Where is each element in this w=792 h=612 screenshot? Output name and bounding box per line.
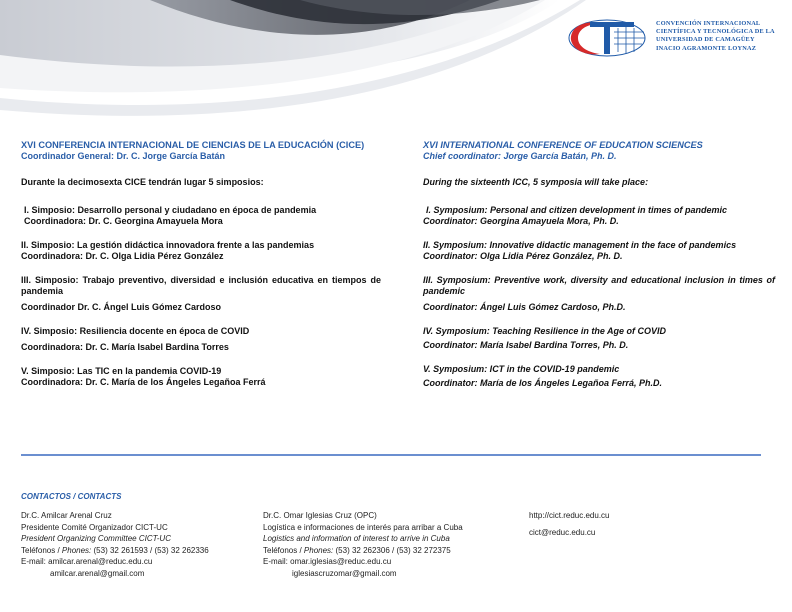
phones-label-en: Phones:	[61, 545, 92, 555]
symposium-name: V. Simposio: Las TIC en la pandemia COVID-19	[21, 366, 222, 376]
contact-email-row	[263, 556, 463, 568]
symposium-en-3	[423, 275, 775, 313]
email-link[interactable]: omar.iglesias@reduc.edu.cu	[290, 557, 392, 566]
symposium-name: IV. Symposium: Teaching Resilience in the Age of COVID	[423, 326, 667, 336]
phones-label-en: Phones:	[303, 545, 334, 555]
intro-es: Durante la decimosexta CICE tendrán lugar 5 simposios:	[21, 177, 264, 187]
intro-en: During the sixteenth ICC, 5 symposia will take place:	[423, 177, 649, 187]
divider	[21, 454, 761, 456]
symposium-es-2	[21, 240, 381, 262]
symposium-name: IV. Simposio: Resiliencia docente en época de COVID	[21, 326, 250, 336]
symposium-name: V. Symposium: ICT in the COVID-19 pandemic	[423, 364, 620, 374]
contact-name: Dr.C. Omar Iglesias Cruz (OPC)	[263, 511, 377, 520]
contact-phones	[263, 545, 463, 557]
contact-role-es: Logística e informaciones de interés para arribar a Cuba	[263, 522, 463, 532]
contact-card-president	[21, 510, 209, 579]
symposium-coordinator: Coordinator: Olga Lidia Pérez González, Ph. D.	[423, 251, 623, 261]
symposium-name: II. Symposium: Innovative didactic management in the face of pandemics	[423, 240, 737, 250]
symposium-es-5	[21, 366, 381, 388]
symposium-coordinator: Coordinadora: Dr. C. María de los Ángeles Legañoa Ferrá	[21, 377, 266, 387]
general-coordinator-en: Chief coordinator: Jorge García Batán, Ph. D.	[423, 151, 617, 161]
english-column	[423, 140, 775, 389]
symposium-coordinator: Coordinadora: Dr. C. Georgina Amayuela Mora	[24, 216, 223, 226]
phone-numbers: (53) 32 261593 / (53) 32 262336	[91, 545, 209, 555]
general-coordinator-es: Coordinador General: Dr. C. Jorge García Batán	[21, 151, 226, 161]
symposium-coordinator: Coordinadora: Dr. C. Olga Lidia Pérez González	[21, 251, 224, 261]
phones-label: Teléfonos /	[263, 545, 304, 555]
contact-web	[529, 510, 610, 538]
symposium-en-5	[423, 364, 775, 389]
org-line: CONVENCIÓN INTERNACIONAL	[656, 20, 761, 27]
org-line: CIENTÍFICA Y TECNOLÓGICA DE LA	[656, 28, 775, 36]
symposium-name: I. Symposium: Personal and citizen development in times of pandemic	[426, 205, 728, 215]
symposium-name: I. Simposio: Desarrollo personal y ciudadano en época de pandemia	[24, 205, 317, 215]
org-line: UNIVERSIDAD DE CAMAGÜEY	[656, 36, 755, 44]
symposium-en-4	[423, 326, 775, 351]
contact-card-logistics	[263, 510, 463, 579]
symposium-es-4	[21, 326, 381, 353]
website-link[interactable]: http://cict.reduc.edu.cu	[529, 511, 610, 520]
symposium-coordinator: Coordinator: Georgina Amayuela Mora, Ph. D.	[423, 216, 619, 226]
contact-role-en: President Organizing Committee CICT-UC	[21, 534, 171, 543]
email-label: E-mail:	[263, 557, 291, 566]
contact-role-es: Presidente Comité Organizador CICT-UC	[21, 522, 168, 532]
symposium-es-3	[21, 275, 381, 313]
contacts-heading: CONTACTOS / CONTACTS	[21, 492, 122, 501]
symposium-name: III. Simposio: Trabajo preventivo, diversidad e inclusión educativa en tiempos de pandemia	[21, 275, 381, 296]
conference-title-en: XVI INTERNATIONAL CONFERENCE OF EDUCATION SCIENCES	[423, 140, 703, 150]
symposium-en-2	[423, 240, 775, 262]
symposium-es-1	[21, 205, 381, 227]
email-link-secondary[interactable]: amilcar.arenal@gmail.com	[50, 568, 145, 578]
symposium-en-1	[423, 205, 775, 227]
email-link[interactable]: amilcar.arenal@reduc.edu.cu	[48, 557, 153, 566]
contact-phones	[21, 545, 209, 557]
web-email-link[interactable]: cict@reduc.edu.cu	[529, 527, 596, 537]
symposium-name: II. Simposio: La gestión didáctica innovadora frente a las pandemias	[21, 240, 315, 250]
contact-role-en: Logistics and information of interest to arrive in Cuba	[263, 534, 450, 543]
convention-logo-icon	[566, 16, 648, 60]
symposium-coordinator: Coordinator: María de los Ángeles Legañoa Ferrá, Ph.D.	[423, 378, 663, 388]
symposium-name: III. Symposium: Preventive work, diversity and educational inclusion in times of pandemic	[423, 275, 775, 296]
contact-name: Dr.C. Amilcar Arenal Cruz	[21, 511, 112, 520]
org-line: INACIO AGRAMONTE LOYNAZ	[656, 44, 757, 52]
email-label: E-mail:	[21, 557, 49, 566]
conference-title-es: XVI CONFERENCIA INTERNACIONAL DE CIENCIAS DE LA EDUCACIÓN (CICE)	[21, 140, 365, 150]
phone-numbers: (53) 32 262306 / (53) 32 272375	[333, 545, 451, 555]
phones-label: Teléfonos /	[21, 545, 62, 555]
symposium-coordinator: Coordinadora: Dr. C. María Isabel Bardina Torres	[21, 342, 229, 352]
organization-name	[656, 20, 786, 53]
spanish-column	[21, 140, 381, 388]
symposium-coordinator: Coordinator: Ángel Luis Gómez Cardoso, Ph.D.	[423, 302, 626, 312]
contact-email-row	[21, 556, 209, 568]
symposium-coordinator: Coordinator: María Isabel Bardina Torres, Ph. D.	[423, 340, 629, 350]
symposium-coordinator: Coordinador Dr. C. Ángel Luis Gómez Cardoso	[21, 302, 222, 312]
email-link-secondary[interactable]: iglesiascruzomar@gmail.com	[292, 568, 397, 578]
